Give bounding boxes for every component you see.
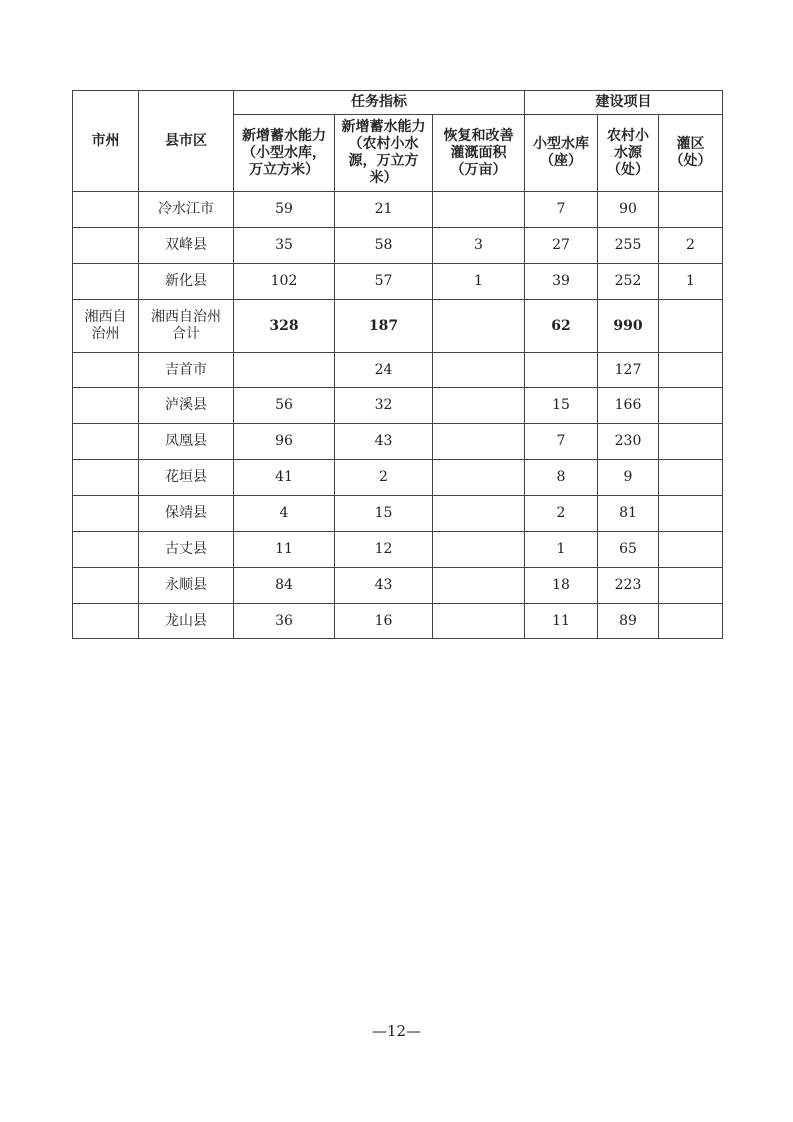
table-row [73, 568, 723, 604]
irrigation-area-cell [433, 496, 525, 532]
irrigation-district-count-cell: 2 [659, 228, 723, 264]
task-indicator-table [72, 90, 723, 639]
irrigation-district-count-cell [659, 353, 723, 388]
new-storage-small-reservoir-cell: 84 [234, 568, 335, 604]
city-cell [73, 192, 139, 228]
new-storage-small-reservoir-cell: 96 [234, 424, 335, 460]
city-cell [73, 496, 139, 532]
small-reservoir-count-cell: 15 [525, 388, 598, 424]
irrigation-area-cell [433, 460, 525, 496]
county-cell: 冷水江市 [139, 192, 234, 228]
rural-source-count-cell: 990 [598, 300, 659, 353]
new-storage-small-reservoir-cell: 41 [234, 460, 335, 496]
rural-source-count-cell: 223 [598, 568, 659, 604]
new-storage-small-reservoir-cell: 36 [234, 604, 335, 639]
irrigation-area-cell: 1 [433, 264, 525, 300]
irrigation-area-cell [433, 532, 525, 568]
county-cell: 保靖县 [139, 496, 234, 532]
small-reservoir-count-cell: 7 [525, 424, 598, 460]
header-irrigation-area: 恢复和改善灌溉面积（万亩） [433, 115, 525, 192]
irrigation-area-cell [433, 300, 525, 353]
new-storage-small-reservoir-cell: 56 [234, 388, 335, 424]
small-reservoir-count-cell: 62 [525, 300, 598, 353]
county-cell: 凤凰县 [139, 424, 234, 460]
header-city: 市州 [73, 91, 139, 192]
city-cell [73, 353, 139, 388]
new-storage-small-reservoir-cell: 59 [234, 192, 335, 228]
irrigation-district-count-cell [659, 424, 723, 460]
table-row [73, 264, 723, 300]
new-storage-small-reservoir-cell: 11 [234, 532, 335, 568]
new-storage-rural-source-cell: 58 [335, 228, 433, 264]
table-row [73, 192, 723, 228]
irrigation-area-cell [433, 388, 525, 424]
irrigation-district-count-cell: 1 [659, 264, 723, 300]
page-number: —12— [371, 1022, 422, 1040]
county-cell: 花垣县 [139, 460, 234, 496]
new-storage-rural-source-cell: 43 [335, 424, 433, 460]
city-cell [73, 264, 139, 300]
irrigation-area-cell [433, 192, 525, 228]
irrigation-area-cell [433, 604, 525, 639]
header-irrigation-district-count: 灌区（处） [659, 115, 723, 192]
new-storage-rural-source-cell: 187 [335, 300, 433, 353]
small-reservoir-count-cell: 7 [525, 192, 598, 228]
small-reservoir-count-cell: 2 [525, 496, 598, 532]
table-row [73, 604, 723, 639]
header-group-project: 建设项目 [525, 91, 723, 115]
new-storage-small-reservoir-cell: 4 [234, 496, 335, 532]
new-storage-rural-source-cell: 12 [335, 532, 433, 568]
irrigation-district-count-cell [659, 532, 723, 568]
header-small-reservoir-count: 小型水库（座） [525, 115, 598, 192]
rural-source-count-cell: 89 [598, 604, 659, 639]
irrigation-district-count-cell [659, 300, 723, 353]
rural-source-count-cell: 255 [598, 228, 659, 264]
new-storage-rural-source-cell: 24 [335, 353, 433, 388]
rural-source-count-cell: 127 [598, 353, 659, 388]
county-cell: 双峰县 [139, 228, 234, 264]
irrigation-district-count-cell [659, 460, 723, 496]
new-storage-small-reservoir-cell: 35 [234, 228, 335, 264]
irrigation-area-cell: 3 [433, 228, 525, 264]
irrigation-district-count-cell [659, 192, 723, 228]
rural-source-count-cell: 81 [598, 496, 659, 532]
small-reservoir-count-cell: 18 [525, 568, 598, 604]
new-storage-rural-source-cell: 32 [335, 388, 433, 424]
small-reservoir-count-cell: 11 [525, 604, 598, 639]
table-row [73, 353, 723, 388]
header-rural-source-count: 农村小水源（处） [598, 115, 659, 192]
new-storage-rural-source-cell: 16 [335, 604, 433, 639]
table-row [73, 532, 723, 568]
small-reservoir-count-cell: 8 [525, 460, 598, 496]
new-storage-rural-source-cell: 15 [335, 496, 433, 532]
city-cell [73, 460, 139, 496]
city-cell [73, 424, 139, 460]
new-storage-small-reservoir-cell: 102 [234, 264, 335, 300]
irrigation-district-count-cell [659, 388, 723, 424]
city-cell [73, 604, 139, 639]
table-row [73, 496, 723, 532]
rural-source-count-cell: 90 [598, 192, 659, 228]
rural-source-count-cell: 166 [598, 388, 659, 424]
irrigation-area-cell [433, 424, 525, 460]
header-county: 县市区 [139, 91, 234, 192]
table-row [73, 388, 723, 424]
table-body [73, 192, 723, 639]
table-row [73, 460, 723, 496]
header-group-task: 任务指标 [234, 91, 525, 115]
county-cell: 湘西自治州合计 [139, 300, 234, 353]
new-storage-small-reservoir-cell [234, 353, 335, 388]
header-new-storage-small-reservoir: 新增蓄水能力（小型水库，万立方米） [234, 115, 335, 192]
city-cell [73, 388, 139, 424]
irrigation-area-cell [433, 353, 525, 388]
city-cell [73, 532, 139, 568]
county-cell: 永顺县 [139, 568, 234, 604]
irrigation-district-count-cell [659, 568, 723, 604]
small-reservoir-count-cell: 1 [525, 532, 598, 568]
new-storage-rural-source-cell: 43 [335, 568, 433, 604]
city-cell [73, 568, 139, 604]
small-reservoir-count-cell: 39 [525, 264, 598, 300]
table-row [73, 300, 723, 353]
small-reservoir-count-cell [525, 353, 598, 388]
irrigation-district-count-cell [659, 604, 723, 639]
county-cell: 龙山县 [139, 604, 234, 639]
new-storage-small-reservoir-cell: 328 [234, 300, 335, 353]
new-storage-rural-source-cell: 21 [335, 192, 433, 228]
city-cell: 湘西自治州 [73, 300, 139, 353]
new-storage-rural-source-cell: 2 [335, 460, 433, 496]
irrigation-area-cell [433, 568, 525, 604]
irrigation-district-count-cell [659, 496, 723, 532]
city-cell [73, 228, 139, 264]
rural-source-count-cell: 65 [598, 532, 659, 568]
table-row [73, 424, 723, 460]
small-reservoir-count-cell: 27 [525, 228, 598, 264]
county-cell: 古丈县 [139, 532, 234, 568]
new-storage-rural-source-cell: 57 [335, 264, 433, 300]
header-new-storage-rural-source: 新增蓄水能力（农村小水源，万立方米） [335, 115, 433, 192]
county-cell: 泸溪县 [139, 388, 234, 424]
county-cell: 新化县 [139, 264, 234, 300]
table-row [73, 228, 723, 264]
rural-source-count-cell: 9 [598, 460, 659, 496]
rural-source-count-cell: 230 [598, 424, 659, 460]
county-cell: 吉首市 [139, 353, 234, 388]
rural-source-count-cell: 252 [598, 264, 659, 300]
